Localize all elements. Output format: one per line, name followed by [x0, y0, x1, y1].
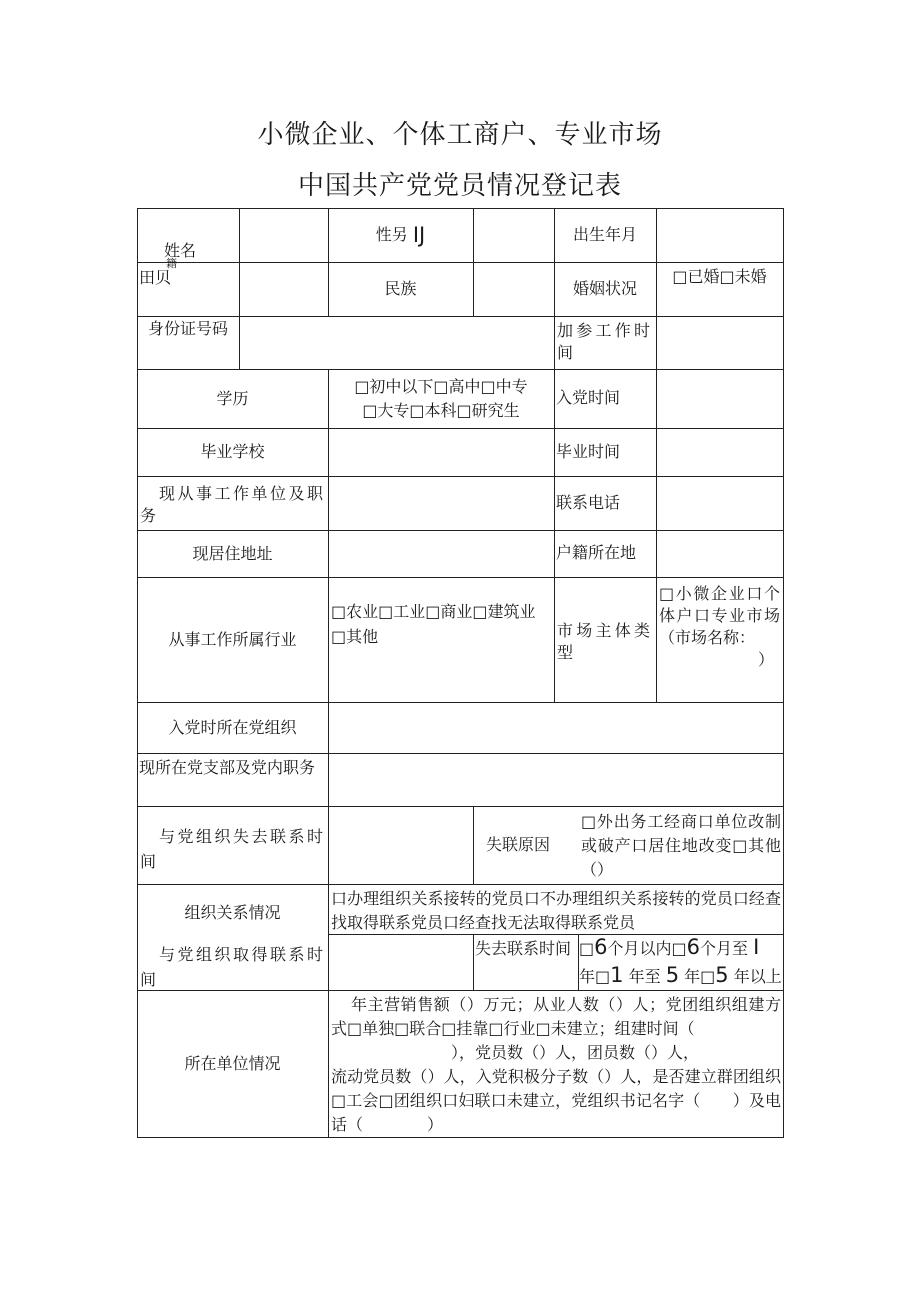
column-divider [239, 208, 240, 370]
column-divider [473, 934, 474, 990]
household-registration-label: 户籍所在地 [556, 543, 637, 562]
lost-contact-duration-label: 失去联系时间 [475, 939, 572, 958]
join-party-org-label: 入党时所在党组织 [168, 717, 297, 737]
native-place-label: 田贝 [139, 268, 172, 287]
work-start-date-label: 加参工作时间 [557, 321, 653, 362]
row-divider [137, 476, 784, 477]
current-work-unit-label: 现从事工作单位及职务 [140, 484, 325, 525]
unit-info-options[interactable]: 年主营销售额（）万元；从业人数（）人；党团组织组建方式□单独□联合□挂靠□行业□未建立；组建时间（ ），党员数（）人，团员数（）人， 流动党员数（）人，入党积极分子数（）人，是否建立群团组织□工会□团组织口妇联口未建立，党组织书记名字（ ）及电话（ ） [331, 995, 781, 1134]
market-entity-type-options[interactable]: □小微企业口个体户口专业市场（市场名称： ） [659, 584, 780, 669]
lost-contact-duration-options[interactable]: □6个月以内□6个月至 I 年□1 年至 5 年□5 年以上 [579, 935, 782, 987]
graduation-date-label: 毕业时间 [556, 442, 621, 461]
marital-status-label: 婚姻状况 [572, 279, 637, 298]
graduated-school-label: 毕业学校 [200, 442, 265, 461]
current-address-label: 现居住地址 [192, 543, 273, 563]
education-options[interactable]: □初中以下□高中□中专 □大专□本科□研究生 [354, 377, 528, 420]
name-label: 姓名 [164, 241, 197, 260]
native-label-overlap: 籍 [166, 257, 177, 270]
regain-contact-date-label: 与党组织取得联系时间 [140, 945, 325, 989]
market-entity-type-label: 市场主体类型 [557, 621, 653, 662]
org-relation-label: 组织关系情况 [184, 903, 281, 922]
column-divider [473, 208, 474, 316]
form-title-line2: 中国共产党党员情况登记表 [297, 171, 622, 201]
current-branch-label: 现所在党支部及党内职务 [139, 758, 316, 777]
industry-label: 从事工作所属行业 [168, 629, 297, 649]
industry-options[interactable]: □农业□工业□商业□建筑业 □其他 [331, 602, 536, 646]
row-divider [137, 316, 784, 317]
unit-info-label: 所在单位情况 [184, 1053, 281, 1073]
education-label: 学历 [216, 388, 249, 408]
marital-status-options[interactable]: □已婚□未婚 [672, 267, 767, 286]
lost-contact-date-label: 与党组织失去联系时间 [140, 827, 325, 871]
form-title-line1: 小微企业、个体工商户、专业市场 [257, 120, 663, 150]
ethnicity-label: 民族 [384, 279, 417, 298]
lost-contact-reason-options[interactable]: □外出务工经商口单位改制或破产口居住地改变□其他（） [581, 812, 781, 879]
row-divider [137, 806, 784, 807]
phone-label: 联系电话 [556, 493, 621, 512]
gender-label: 性另 IJ [375, 223, 426, 247]
id-number-label: 身份证号码 [147, 319, 228, 338]
birth-date-label: 出生年月 [572, 225, 637, 244]
join-party-date-label: 入党时间 [556, 388, 621, 407]
column-divider [473, 806, 474, 884]
row-divider [137, 753, 784, 754]
org-relation-options[interactable]: 口办理组织关系接转的党员口不办理组织关系接转的党员口经查找取得联系党员口经查找无法取得联系党员 [331, 889, 781, 932]
lost-contact-reason-label: 失联原因 [486, 835, 551, 854]
